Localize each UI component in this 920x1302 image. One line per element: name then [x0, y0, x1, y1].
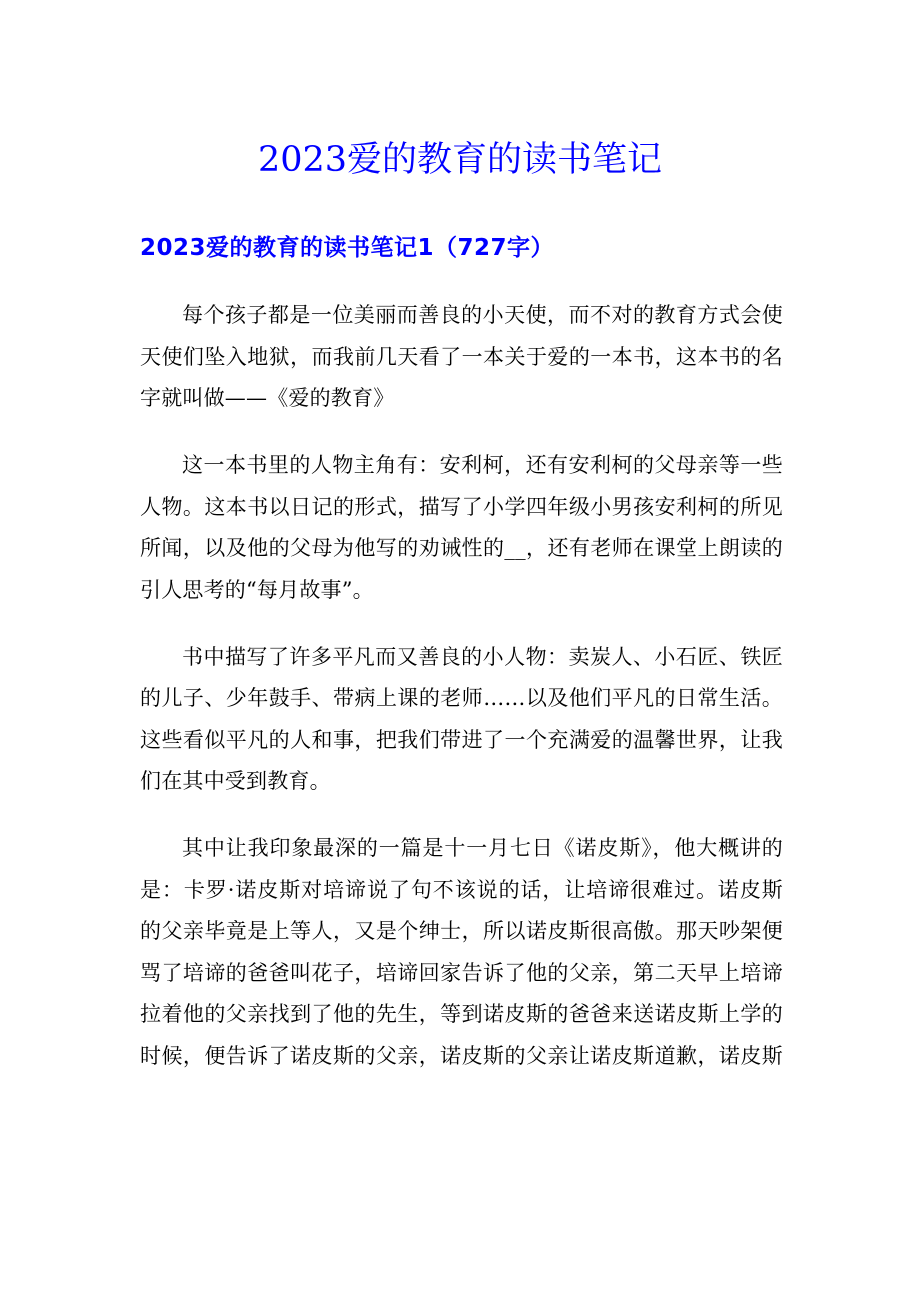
text-line: 是：卡罗·诺皮斯对培谛说了句不该说的话，让培谛很难过。诺皮斯	[140, 877, 783, 902]
paragraph-4	[140, 828, 783, 1077]
text-line: 骂了培谛的爸爸叫花子，培谛回家告诉了他的父亲，第二天早上培谛	[140, 960, 783, 985]
text-line: 的父亲毕竟是上等人，又是个绅士，所以诺皮斯很高傲。那天吵架便	[140, 919, 783, 943]
text-line: 书中描写了许多平凡而又善良的小人物：卖炭人、小石匠、铁匠	[182, 644, 783, 669]
text-line: 其中让我印象最深的一篇是十一月七日《诺皮斯》，他大概讲的	[182, 836, 783, 860]
text-line: 拉着他的父亲找到了他的先生，等到诺皮斯的爸爸来送诺皮斯上学的	[140, 1002, 783, 1026]
text-line: 天使们坠入地狱，而我前几天看了一本关于爱的一本书，这本书的名	[140, 344, 783, 369]
text-line: 这些看似平凡的人和事，把我们带进了一个充满爱的温馨世界，让我	[140, 727, 783, 752]
document-title: 2023爱的教育的读书笔记	[257, 140, 663, 180]
text-line: 引人思考的“每月故事”。	[140, 577, 374, 602]
text-line: 每个孩子都是一位美丽而善良的小天使，而不对的教育方式会使	[182, 303, 783, 327]
paragraph-2	[140, 445, 783, 611]
section-heading: 2023爱的教育的读书笔记1（727字）	[140, 235, 555, 261]
text-line: 的儿子、少年鼓手、带病上课的老师……以及他们平凡的日常生活。	[140, 686, 783, 710]
text-line: 们在其中受到教育。	[140, 769, 331, 793]
paragraph-1	[140, 295, 783, 420]
text-line: 这一本书里的人物主角有：安利柯，还有安利柯的父母亲等一些	[182, 453, 783, 477]
text-line: 字就叫做——《爱的教育》	[140, 386, 395, 410]
document-body	[140, 295, 783, 1103]
text-line: 所闻，以及他的父母为他写的劝诫性的__，还有老师在课堂上朗读的	[140, 536, 783, 560]
text-line: 人物。这本书以日记的形式，描写了小学四年级小男孩安利柯的所见	[140, 494, 783, 519]
paragraph-3	[140, 637, 783, 803]
text-line: 时候，便告诉了诺皮斯的父亲，诺皮斯的父亲让诺皮斯道歉，诺皮斯	[140, 1043, 783, 1068]
